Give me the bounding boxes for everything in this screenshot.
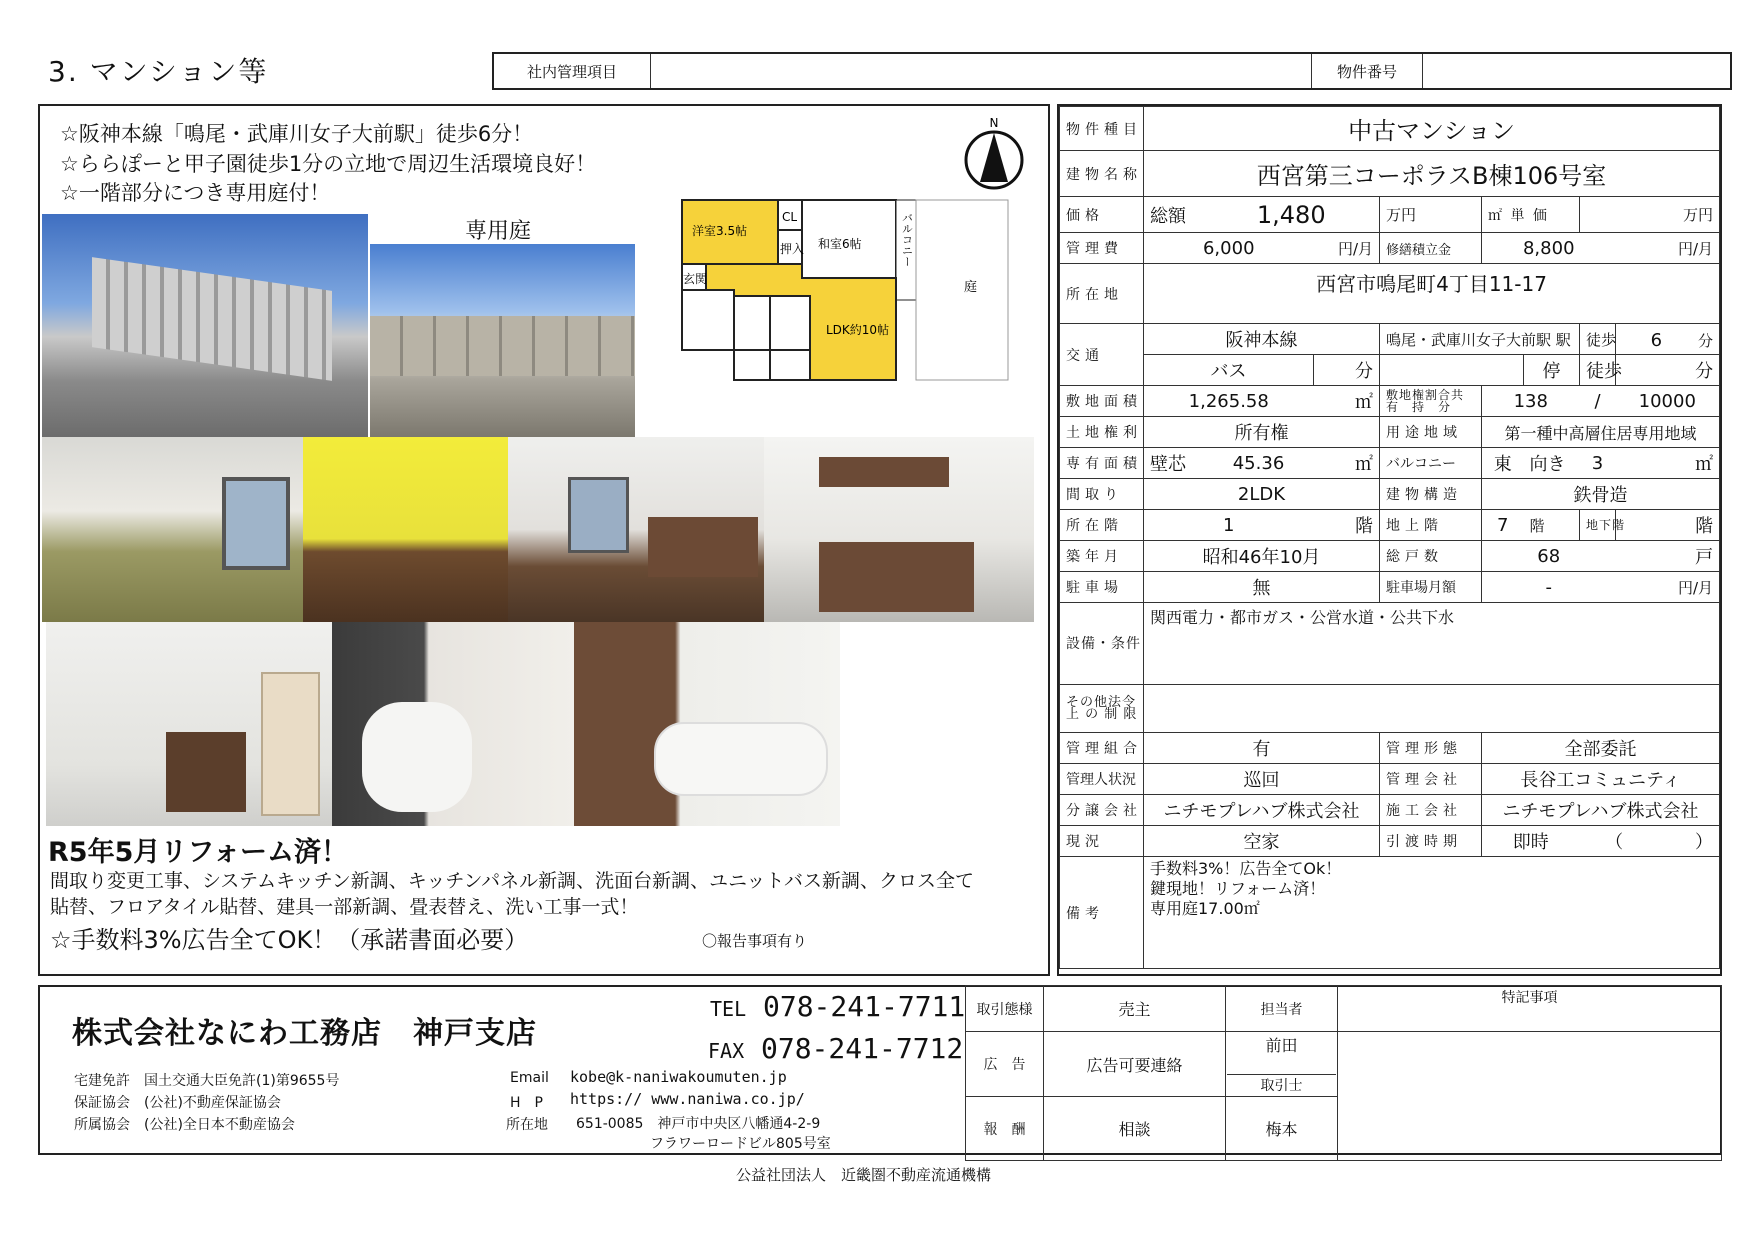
station-name: 鳴尾・武庫川女子大前駅 駅 bbox=[1380, 324, 1580, 355]
ad: 広告可要連絡 bbox=[1044, 1032, 1226, 1097]
built: 昭和46年10月 bbox=[1144, 541, 1380, 572]
ldk-photo bbox=[508, 437, 764, 622]
promo-line-3: ☆一階部分につき専用庭付！ bbox=[60, 181, 331, 205]
floor-label: 所在階 bbox=[1060, 510, 1144, 541]
deal-grid bbox=[965, 985, 1722, 1155]
land-right-label: 土地権利 bbox=[1060, 417, 1144, 448]
internal-header bbox=[492, 52, 1732, 90]
property-no-label: 物件番号 bbox=[1312, 54, 1423, 88]
floor-unit: 階 bbox=[1314, 510, 1380, 541]
company-name: 株式会社なにわ工務店 神戸支店 bbox=[72, 1016, 537, 1051]
land-share-num: 138 bbox=[1482, 386, 1580, 417]
staff: 前田 取引士 bbox=[1226, 1032, 1338, 1097]
units-unit: 戸 bbox=[1616, 541, 1720, 572]
parking-label: 駐車場 bbox=[1060, 572, 1144, 603]
deal: 売主 bbox=[1044, 986, 1226, 1032]
sqm-price-label: ㎡ 単 価 bbox=[1482, 197, 1580, 233]
property-no-value bbox=[1423, 54, 1730, 88]
reform-body-1: 間取り変更工事、システムキッチン新調、キッチンパネル新調、洗面台新調、ユニットバス新調、クロス全て bbox=[50, 870, 974, 892]
garden-label: 専用庭 bbox=[465, 219, 532, 244]
trade: 梅本 bbox=[1226, 1097, 1338, 1161]
status: 空家 bbox=[1144, 826, 1380, 857]
building-name: 西宮第三コーポラスB棟106号室 bbox=[1144, 151, 1720, 197]
zone-label: 用途地域 bbox=[1380, 417, 1482, 448]
oshiire-label: 押入 bbox=[780, 242, 805, 256]
mgmt-fee: 6,000 bbox=[1144, 233, 1314, 264]
manager: 巡回 bbox=[1144, 764, 1380, 795]
stop-label: 停 bbox=[1524, 355, 1580, 386]
toilet-photo bbox=[332, 622, 574, 826]
fee-label: 報 酬 bbox=[966, 1097, 1044, 1161]
handover-paren: （ ） bbox=[1580, 826, 1720, 857]
repair-fund: 8,800 bbox=[1482, 233, 1616, 264]
facility: 関西電力・都市ガス・公営水道・公共下水 bbox=[1144, 603, 1720, 685]
organization: 公益社団法人 近畿圏不動産流通機構 bbox=[736, 1166, 992, 1184]
seller: ニチモプレハブ株式会社 bbox=[1144, 795, 1380, 826]
floor-area-unit: ㎡ bbox=[1314, 448, 1380, 479]
union-label: 管理組合 bbox=[1060, 733, 1144, 764]
floor-area: 45.36 bbox=[1204, 448, 1314, 479]
walk-minutes: 6 分 bbox=[1616, 324, 1720, 355]
parking-fee-unit: 円/月 bbox=[1616, 572, 1720, 603]
balcony-area-unit: ㎡ bbox=[1616, 448, 1720, 479]
price-unit: 万円 bbox=[1380, 197, 1482, 233]
price-total-label: 総額 bbox=[1144, 197, 1204, 233]
deal-label: 取引態様 bbox=[966, 986, 1044, 1032]
handover-label: 引渡時期 bbox=[1380, 826, 1482, 857]
floor-area-label: 専有面積 bbox=[1060, 448, 1144, 479]
compass-north-label: N bbox=[989, 116, 999, 130]
parking-fee-label: 駐車場月額 bbox=[1380, 572, 1482, 603]
structure-label: 建物構造 bbox=[1380, 479, 1482, 510]
land-share-label: 敷地権割合共 有 持 分 bbox=[1380, 386, 1482, 417]
units: 68 bbox=[1482, 541, 1616, 572]
handover: 即時 bbox=[1482, 826, 1580, 857]
bathroom-photo bbox=[574, 622, 840, 826]
above-floors-label: 地上階 bbox=[1380, 510, 1482, 541]
room-western-label: 洋室3.5帖 bbox=[692, 224, 748, 238]
stop-walk-minutes: 分 bbox=[1616, 355, 1720, 386]
reform-body-2: 貼替、フロアタイル貼替、建具一部新調、畳表替え、洗い工事一式！ bbox=[50, 896, 639, 918]
reform-title: R5年5月リフォーム済！ bbox=[48, 837, 349, 868]
garden-photo bbox=[370, 244, 635, 437]
mgmt-company: 長谷工コミュニティ bbox=[1482, 764, 1720, 795]
above-floors: 7 bbox=[1482, 510, 1524, 541]
remarks: 手数料3%！広告全てOk！ 鍵現地！リフォーム済！ 専用庭17.00㎡ bbox=[1144, 857, 1720, 969]
zone: 第一種中高層住居専用地域 bbox=[1482, 417, 1720, 448]
traffic-label: 交通 bbox=[1060, 324, 1144, 386]
ldk-label: LDK約10帖 bbox=[826, 323, 890, 337]
balcony-label: バルコニー bbox=[1380, 448, 1482, 479]
floor: 1 bbox=[1144, 510, 1314, 541]
email-label: Email bbox=[510, 1070, 549, 1086]
built-label: 築年月 bbox=[1060, 541, 1144, 572]
repair-fund-label: 修繕積立金 bbox=[1380, 233, 1482, 264]
closet-label: CL bbox=[782, 210, 798, 224]
bus-label: バス bbox=[1144, 355, 1314, 386]
association: 所属協会 (公社)全日本不動産協会 bbox=[74, 1117, 295, 1133]
layout-label: 間取り bbox=[1060, 479, 1144, 510]
balcony-area: 3 bbox=[1580, 448, 1616, 479]
status-label: 現況 bbox=[1060, 826, 1144, 857]
tatami-room-photo bbox=[42, 437, 303, 622]
below-floors-label: 地下階 bbox=[1580, 510, 1616, 541]
land-area-unit: ㎡ bbox=[1314, 386, 1380, 417]
units-label: 総戸数 bbox=[1380, 541, 1482, 572]
address-2: フラワーロードビル805号室 bbox=[650, 1136, 831, 1152]
balcony-dir-suffix: 向き bbox=[1524, 448, 1580, 479]
name-label: 建物名称 bbox=[1060, 151, 1144, 197]
tel: TEL 078-241-7711 bbox=[710, 990, 966, 1023]
ad-label: 広 告 bbox=[966, 1032, 1044, 1097]
floor-area-wall: 壁芯 bbox=[1144, 448, 1204, 479]
fee: 相談 bbox=[1044, 1097, 1226, 1161]
promo-line-2: ☆ららぽーと甲子園徒歩1分の立地で周辺生活環境良好！ bbox=[60, 152, 597, 176]
legal bbox=[1144, 685, 1720, 733]
rail-line: 阪神本線 bbox=[1144, 324, 1380, 355]
legal-label: その他法令 上 の 制 限 bbox=[1060, 685, 1144, 733]
spec-panel bbox=[1057, 104, 1722, 976]
land-share-sep: / bbox=[1580, 386, 1616, 417]
room-japanese-label: 和室6帖 bbox=[818, 237, 862, 251]
seller-label: 分譲会社 bbox=[1060, 795, 1144, 826]
price-label: 価格 bbox=[1060, 197, 1144, 233]
internal-label: 社内管理項目 bbox=[494, 54, 651, 88]
kitchen-photo bbox=[764, 437, 1034, 622]
fax: FAX 078-241-7712 bbox=[708, 1032, 964, 1065]
stop-walk-label: 徒歩 bbox=[1580, 355, 1616, 386]
address-label: 所在地 bbox=[506, 1117, 548, 1133]
license: 宅建免許 国土交通大臣免許(1)第9655号 bbox=[74, 1073, 340, 1089]
type-label: 物件種目 bbox=[1060, 107, 1144, 151]
reform-fee: ☆手数料3%広告全てOK！（承諾書面必要） bbox=[50, 926, 529, 954]
mgmt-form-label: 管理形態 bbox=[1380, 733, 1482, 764]
builder-label: 施工会社 bbox=[1380, 795, 1482, 826]
address: 西宮市鳴尾町4丁目11-17 bbox=[1144, 264, 1720, 324]
promo-line-1: ☆阪神本線「鳴尾・武庫川女子大前駅」徒歩6分！ bbox=[60, 122, 534, 146]
washroom-photo bbox=[46, 622, 332, 826]
hp-label: H P bbox=[510, 1095, 543, 1111]
sqm-price-unit: 万円 bbox=[1580, 197, 1720, 233]
balcony-label: バルコニー bbox=[900, 212, 914, 267]
mgmt-company-label: 管理会社 bbox=[1380, 764, 1482, 795]
trade-label: 取引士 bbox=[1227, 1074, 1336, 1095]
builder: ニチモプレハブ株式会社 bbox=[1482, 795, 1720, 826]
balcony-dir: 東 bbox=[1482, 448, 1524, 479]
facility-label: 設備・条件 bbox=[1060, 603, 1144, 685]
special-label: 特記事項 bbox=[1338, 986, 1722, 1032]
bus-minutes: 分 bbox=[1314, 355, 1380, 386]
parking-fee: - bbox=[1482, 572, 1616, 603]
internal-value bbox=[651, 54, 1312, 88]
address-1: 651-0085 神戸市中央区八幡通4-2-9 bbox=[576, 1116, 821, 1132]
special bbox=[1338, 1032, 1722, 1161]
land-area-label: 敷地面積 bbox=[1060, 386, 1144, 417]
above-floors-unit: 階 bbox=[1524, 510, 1580, 541]
land-right: 所有権 bbox=[1144, 417, 1380, 448]
compass-icon bbox=[962, 116, 1026, 190]
entrance-label: 玄関 bbox=[683, 272, 708, 286]
floor-plan bbox=[680, 198, 1010, 383]
address-label: 所在地 bbox=[1060, 264, 1144, 324]
guarantee: 保証協会 (公社)不動産保証協会 bbox=[74, 1095, 281, 1111]
property-type: 中古マンション bbox=[1144, 107, 1720, 151]
email: kobe@k-naniwakoumuten.jp bbox=[570, 1068, 787, 1086]
remarks-label: 備考 bbox=[1060, 857, 1144, 969]
union: 有 bbox=[1144, 733, 1380, 764]
mgmt-fee-unit: 円/月 bbox=[1314, 233, 1380, 264]
walk-label: 徒歩 bbox=[1580, 324, 1616, 355]
report-note: 〇報告事項有り bbox=[702, 932, 808, 950]
mgmt-fee-label: 管理費 bbox=[1060, 233, 1144, 264]
price-value: 1,480 bbox=[1204, 197, 1380, 233]
land-area: 1,265.58 bbox=[1144, 386, 1314, 417]
building-exterior-photo bbox=[42, 214, 368, 437]
staff-label: 担当者 bbox=[1226, 986, 1338, 1032]
structure: 鉄骨造 bbox=[1482, 479, 1720, 510]
garden-plan-label: 庭 bbox=[964, 280, 978, 295]
layout: 2LDK bbox=[1144, 479, 1380, 510]
hp-link[interactable]: https:// www.naniwa.co.jp/ bbox=[570, 1090, 805, 1108]
section-title: 3. マンション等 bbox=[48, 55, 269, 88]
below-floors-unit: 階 bbox=[1616, 510, 1720, 541]
mgmt-form: 全部委託 bbox=[1482, 733, 1720, 764]
parking: 無 bbox=[1144, 572, 1380, 603]
repair-fund-unit: 円/月 bbox=[1616, 233, 1720, 264]
land-share-den: 10000 bbox=[1616, 386, 1720, 417]
western-room-photo bbox=[303, 437, 508, 622]
manager-label: 管理人状況 bbox=[1060, 764, 1144, 795]
